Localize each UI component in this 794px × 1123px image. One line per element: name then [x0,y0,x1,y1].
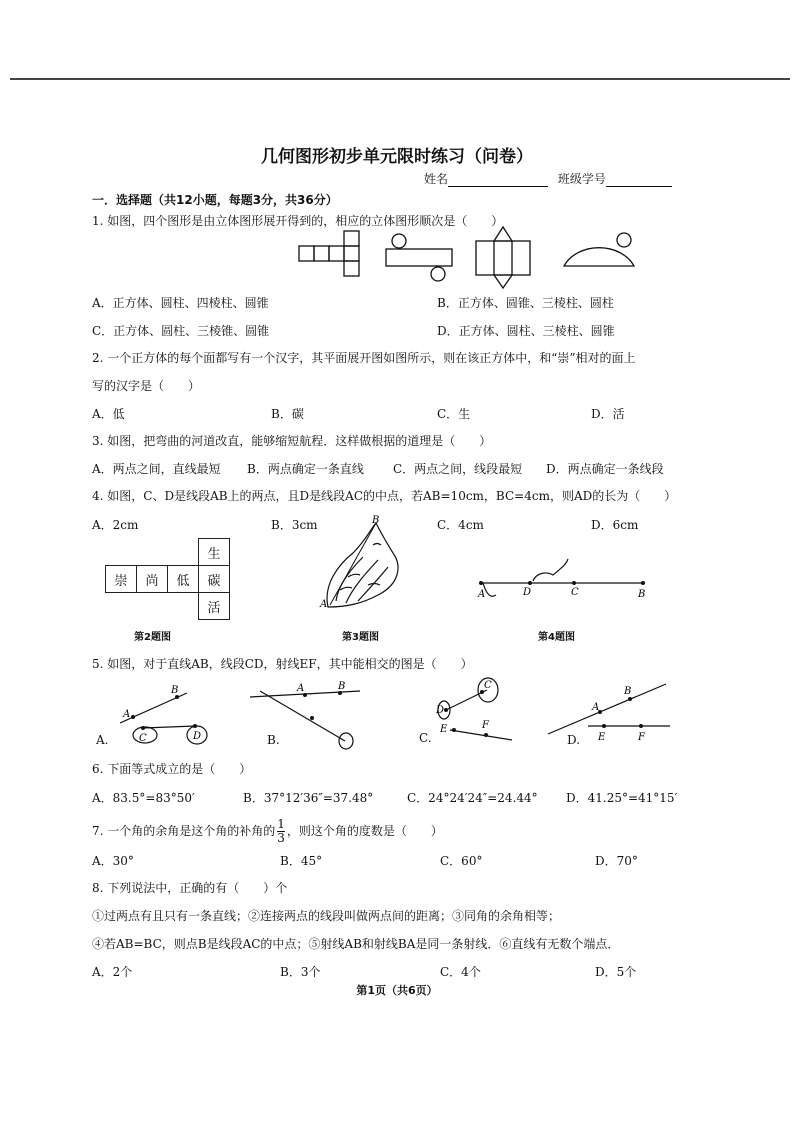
q6-option-b[interactable]: B．37°12′36″=37.48° [243,791,374,805]
page-footer: 第1页（共6页） [356,984,438,997]
svg-text:A: A [478,589,486,600]
q8-option-c[interactable]: C．4个 [440,965,481,979]
q3-option-d[interactable]: D．两点确定一条线段 [546,462,664,476]
fig4-segment [478,555,648,605]
q6-stem: 6. 下面等式成立的是（ ） [92,762,252,776]
q7-option-d[interactable]: D．70° [595,854,638,868]
fig3-river-sketch [318,515,418,620]
class-blank[interactable] [606,174,672,187]
q8-option-d[interactable]: D．5个 [595,965,637,979]
svg-text:B: B [638,589,646,600]
svg-text:F: F [638,732,645,743]
q6-option-c[interactable]: C．24°24′24″=24.44° [407,791,538,805]
svg-text:B: B [624,686,632,697]
q8-statements-line1: ①过两点有且只有一条直线；②连接两点的线段叫做两点间的距离；③同角的余角相等； [92,909,561,923]
cone-net [564,233,634,266]
fig2-cube-net [105,538,230,620]
net-cell-6: 活 [199,593,230,620]
q2-option-c[interactable]: C．生 [437,407,471,421]
page-title: 几何图形初步单元限时练习（问卷） [261,147,533,167]
q8-stem: 8. 下列说法中，正确的有（ ）个 [92,881,288,895]
prism-net [476,227,530,288]
q1-option-b[interactable]: B．正方体、圆锥、三棱柱、圆柱 [437,296,614,310]
svg-text:B: B [372,515,380,526]
q2-stem-line2: 写的汉字是（ ） [92,379,201,393]
cube-net [299,231,359,276]
q3-option-a[interactable]: A．两点之间，直线最短 [92,462,221,476]
svg-text:A: A [123,709,131,720]
q1-stem: 1. 如图，四个图形是由立体图形展开得到的，相应的立体图形顺次是（ ） [92,214,504,228]
name-label: 姓名 [424,172,449,186]
svg-text:D: D [193,731,202,742]
q4-option-c[interactable]: C．4cm [437,518,484,532]
name-blank[interactable] [448,174,548,187]
q7-stem-a: 7. 一个角的余角是这个角的补角的 [92,824,276,838]
q4-option-a[interactable]: A．2cm [92,518,139,532]
net-cell-1: 生 [199,539,230,566]
fig4-caption: 第4题图 [538,632,575,643]
q3-option-b[interactable]: B．两点确定一条直线 [247,462,364,476]
cylinder-net [386,234,452,281]
net-cell-3: 尚 [137,566,168,593]
svg-text:C: C [139,733,147,744]
q8-statements-line2: ④若AB=BC，则点B是线段AC的中点；⑤射线AB和射线BA是同一条射线．⑥直线有无数个端点． [92,937,620,951]
q7-stem [92,818,443,845]
svg-text:E: E [440,724,448,735]
svg-text:D: D [523,587,532,598]
svg-text:C: C [571,587,579,598]
q7-option-c[interactable]: C．60° [440,854,483,868]
q5-diagram-c [432,676,522,746]
q2-option-d[interactable]: D．活 [591,407,625,421]
q2-option-b[interactable]: B．碳 [271,407,304,421]
svg-text:F: F [482,720,489,731]
fig3-caption: 第3题图 [342,632,379,643]
q1-option-c[interactable]: C．正方体、圆柱、三棱锥、圆锥 [92,324,270,338]
q4-option-d[interactable]: D．6cm [591,518,639,532]
svg-text:B: B [171,685,179,696]
q7-frac-num: 1 [277,817,285,831]
q1-option-a[interactable]: A．正方体、圆柱、四棱柱、圆锥 [92,296,269,310]
q8-option-a[interactable]: A．2个 [92,965,133,979]
q7-stem-b: ，则这个角的度数是（ ） [286,824,443,838]
q2-stem-line1: 2. 一个正方体的每个面都写有一个汉字，其平面展开图如图所示，则在该正方体中，和“崇”相对的面上 [92,351,636,365]
q8-option-b[interactable]: B．3个 [280,965,321,979]
q3-stem: 3. 如图，把弯曲的河道改直，能够缩短航程．这样做根据的道理是（ ） [92,434,492,448]
net-cell-5: 碳 [199,566,230,593]
q5-option-a[interactable]: A. [96,733,109,747]
svg-text:A: A [320,599,328,610]
q7-option-b[interactable]: B．45° [280,854,323,868]
net-cell-4: 低 [168,566,199,593]
net-cell-2: 崇 [106,566,137,593]
q7-option-a[interactable]: A．30° [92,854,134,868]
section-heading: 一．选择题（共12小题，每题3分，共36分） [92,193,338,207]
q5-option-d[interactable]: D. [567,733,581,747]
svg-text:D: D [436,705,445,716]
q1-option-d[interactable]: D．正方体、圆柱、三棱柱、圆锥 [437,324,615,338]
q7-frac-den: 3 [277,831,285,845]
class-label: 班级学号 [557,172,606,186]
q4-option-b[interactable]: B．3cm [271,518,318,532]
svg-text:A: A [592,702,600,713]
svg-text:E: E [598,732,606,743]
svg-text:B: B [338,681,346,692]
svg-text:C: C [484,680,492,691]
q6-option-d[interactable]: D．41.25°=41°15′ [566,791,678,805]
q4-stem: 4. 如图，C、D是线段AB上的两点，且D是线段AC的中点，若AB=10cm，BC=4cm，则AD的长为（ ） [92,489,677,503]
top-border-line [10,78,790,80]
q5-stem: 5. 如图，对于直线AB，线段CD，射线EF，其中能相交的图是（ ） [92,657,473,671]
name-field [424,170,672,187]
q3-option-c[interactable]: C．两点之间，线段最短 [393,462,523,476]
fig2-caption: 第2题图 [134,632,171,643]
q2-option-a[interactable]: A．低 [92,407,125,421]
q5-option-b[interactable]: B. [267,733,280,747]
q1-nets-figure [296,236,636,286]
q7-fraction [277,818,285,845]
q6-option-a[interactable]: A．83.5°=83°50′ [92,791,195,805]
q5-option-c[interactable]: C. [419,731,432,745]
svg-text:A: A [297,683,305,694]
q5-diagram-a [115,683,235,748]
